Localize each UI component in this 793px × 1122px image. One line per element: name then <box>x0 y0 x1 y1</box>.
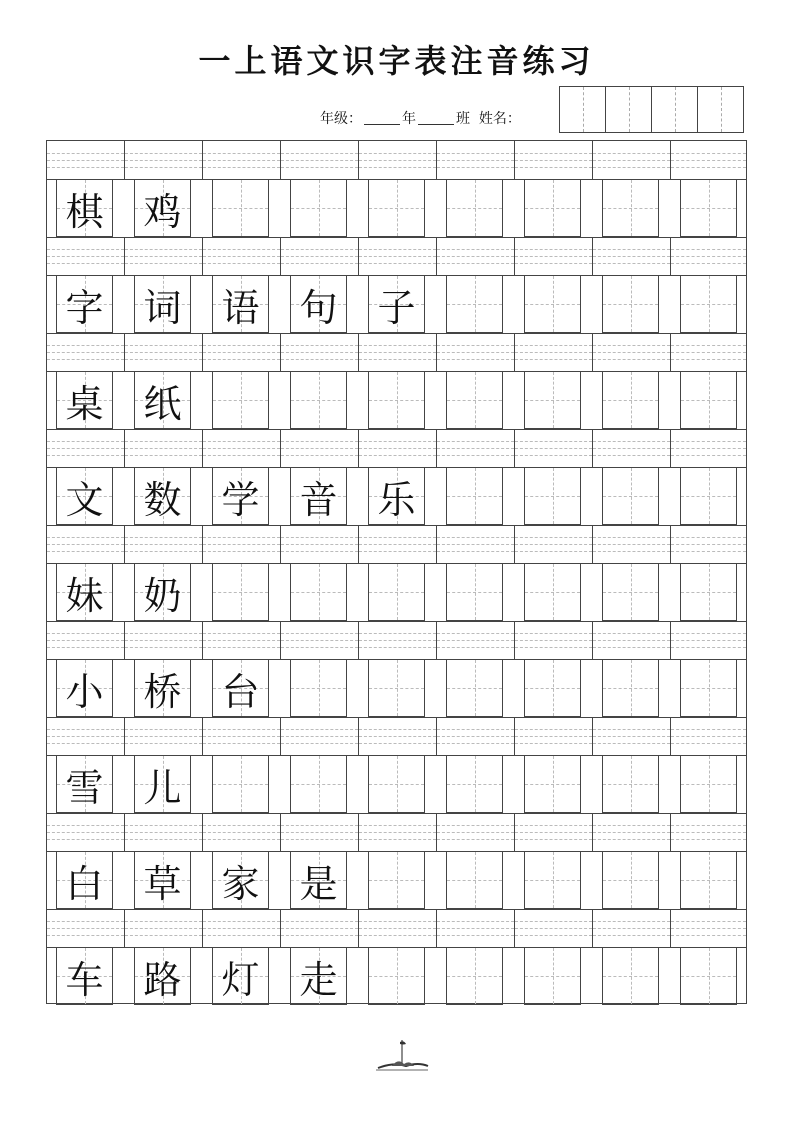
character-cell[interactable] <box>602 851 659 909</box>
character-cell[interactable] <box>134 755 191 813</box>
character-cell[interactable] <box>212 371 269 429</box>
character-text: 学 <box>221 477 260 522</box>
character-cell[interactable] <box>368 179 425 237</box>
pinyin-cell[interactable] <box>437 909 515 947</box>
character-row <box>47 659 746 717</box>
character-cell[interactable] <box>368 851 425 909</box>
pinyin-cell[interactable] <box>671 909 746 947</box>
character-row <box>47 755 746 813</box>
character-cell[interactable] <box>290 755 347 813</box>
character-cell[interactable] <box>212 659 269 717</box>
character-text: 儿 <box>143 765 182 810</box>
name-label: 姓名： <box>478 111 521 127</box>
pinyin-cell[interactable] <box>437 525 515 563</box>
character-cell[interactable] <box>680 947 737 1005</box>
pinyin-cell[interactable] <box>515 525 593 563</box>
character-cell[interactable] <box>368 755 425 813</box>
character-cell[interactable] <box>290 947 347 1005</box>
pinyin-cell[interactable] <box>47 525 125 563</box>
character-cell[interactable] <box>56 275 113 333</box>
pinyin-cell[interactable] <box>515 813 593 851</box>
name-box[interactable] <box>560 87 605 132</box>
pinyin-cell[interactable] <box>47 237 125 275</box>
pinyin-cell[interactable] <box>671 237 746 275</box>
pinyin-cell[interactable] <box>359 813 437 851</box>
character-cell[interactable] <box>524 755 581 813</box>
pinyin-cell[interactable] <box>593 429 671 467</box>
pinyin-cell[interactable] <box>593 621 671 659</box>
pinyin-cell[interactable] <box>437 813 515 851</box>
character-cell[interactable] <box>680 851 737 909</box>
character-cell[interactable] <box>290 563 347 621</box>
pinyin-cell[interactable] <box>359 525 437 563</box>
character-cell[interactable] <box>680 467 737 525</box>
character-cell[interactable] <box>602 659 659 717</box>
character-cell[interactable] <box>680 275 737 333</box>
pinyin-cell[interactable] <box>515 717 593 755</box>
pinyin-cell[interactable] <box>437 237 515 275</box>
character-cell[interactable] <box>368 371 425 429</box>
character-text: 桌 <box>65 381 104 426</box>
pinyin-cell[interactable] <box>203 909 281 947</box>
pinyin-row <box>47 813 746 851</box>
pinyin-cell[interactable] <box>671 525 746 563</box>
character-text: 语 <box>221 285 260 330</box>
name-input-boxes[interactable] <box>559 86 744 133</box>
character-cell[interactable] <box>524 947 581 1005</box>
character-cell[interactable] <box>134 947 191 1005</box>
pinyin-cell[interactable] <box>281 621 359 659</box>
pinyin-cell[interactable] <box>203 813 281 851</box>
character-text: 词 <box>143 285 182 330</box>
character-cell[interactable] <box>602 755 659 813</box>
grade-blank[interactable] <box>364 110 400 125</box>
character-cell[interactable] <box>446 179 503 237</box>
character-text: 句 <box>299 285 338 330</box>
character-cell[interactable] <box>290 851 347 909</box>
character-cell[interactable] <box>524 851 581 909</box>
pinyin-cell[interactable] <box>515 141 593 179</box>
pinyin-cell[interactable] <box>671 813 746 851</box>
character-cell[interactable] <box>602 179 659 237</box>
pinyin-cell[interactable] <box>515 333 593 371</box>
pinyin-cell[interactable] <box>593 237 671 275</box>
character-cell[interactable] <box>56 755 113 813</box>
pinyin-cell[interactable] <box>281 813 359 851</box>
pinyin-row <box>47 237 746 275</box>
character-row <box>47 851 746 909</box>
pinyin-cell[interactable] <box>203 429 281 467</box>
page-title: 一上语文识字表注音练习 <box>198 42 595 80</box>
character-cell[interactable] <box>524 179 581 237</box>
pinyin-cell[interactable] <box>47 813 125 851</box>
pinyin-cell[interactable] <box>203 717 281 755</box>
character-text: 家 <box>221 861 260 906</box>
pinyin-cell[interactable] <box>203 525 281 563</box>
pinyin-cell[interactable] <box>203 333 281 371</box>
row-divider <box>47 717 746 718</box>
character-cell[interactable] <box>602 275 659 333</box>
character-cell[interactable] <box>446 659 503 717</box>
character-text: 草 <box>143 861 182 906</box>
pinyin-cell[interactable] <box>125 237 203 275</box>
pinyin-cell[interactable] <box>359 621 437 659</box>
character-cell[interactable] <box>290 179 347 237</box>
character-cell[interactable] <box>290 371 347 429</box>
pinyin-cell[interactable] <box>125 333 203 371</box>
grade-label: 年级： <box>320 111 362 127</box>
pinyin-cell[interactable] <box>47 141 125 179</box>
pinyin-cell[interactable] <box>671 333 746 371</box>
row-divider <box>47 237 746 238</box>
pinyin-cell[interactable] <box>125 429 203 467</box>
year-label: 年 <box>402 111 416 127</box>
name-box[interactable] <box>651 87 697 132</box>
character-text: 鸡 <box>143 189 182 234</box>
character-cell[interactable] <box>212 467 269 525</box>
pinyin-cell[interactable] <box>125 525 203 563</box>
pinyin-row <box>47 717 746 755</box>
pinyin-cell[interactable] <box>281 525 359 563</box>
pinyin-cell[interactable] <box>437 333 515 371</box>
pinyin-cell[interactable] <box>125 813 203 851</box>
character-text: 字 <box>65 285 104 330</box>
pinyin-cell[interactable] <box>671 717 746 755</box>
character-text: 奶 <box>143 573 182 618</box>
pinyin-cell[interactable] <box>437 429 515 467</box>
pinyin-cell[interactable] <box>515 909 593 947</box>
pinyin-cell[interactable] <box>281 429 359 467</box>
character-cell[interactable] <box>602 563 659 621</box>
character-cell[interactable] <box>56 467 113 525</box>
pinyin-cell[interactable] <box>203 141 281 179</box>
pinyin-cell[interactable] <box>281 717 359 755</box>
pinyin-cell[interactable] <box>47 909 125 947</box>
character-cell[interactable] <box>56 371 113 429</box>
pinyin-cell[interactable] <box>437 717 515 755</box>
row-divider <box>47 525 746 526</box>
character-text: 路 <box>143 957 182 1002</box>
pinyin-row <box>47 909 746 947</box>
pinyin-cell[interactable] <box>593 813 671 851</box>
pinyin-cell[interactable] <box>359 141 437 179</box>
character-text: 小 <box>65 669 104 714</box>
pinyin-cell[interactable] <box>203 621 281 659</box>
pinyin-cell[interactable] <box>515 621 593 659</box>
character-text: 灯 <box>221 957 260 1002</box>
character-cell[interactable] <box>290 275 347 333</box>
character-cell[interactable] <box>524 467 581 525</box>
character-cell[interactable] <box>134 467 191 525</box>
row-divider <box>47 909 746 910</box>
pinyin-cell[interactable] <box>125 621 203 659</box>
pinyin-cell[interactable] <box>515 237 593 275</box>
pinyin-cell[interactable] <box>125 141 203 179</box>
character-cell[interactable] <box>212 563 269 621</box>
character-cell[interactable] <box>56 851 113 909</box>
character-cell[interactable] <box>446 467 503 525</box>
character-cell[interactable] <box>56 947 113 1005</box>
character-text: 纸 <box>143 381 182 426</box>
pinyin-cell[interactable] <box>203 237 281 275</box>
character-text: 走 <box>299 957 338 1002</box>
character-row <box>47 179 746 237</box>
character-text: 棋 <box>65 189 104 234</box>
character-cell[interactable] <box>212 851 269 909</box>
character-cell[interactable] <box>290 659 347 717</box>
character-cell[interactable] <box>56 563 113 621</box>
row-divider <box>47 621 746 622</box>
pinyin-cell[interactable] <box>437 141 515 179</box>
pinyin-cell[interactable] <box>359 429 437 467</box>
character-cell[interactable] <box>602 467 659 525</box>
pinyin-cell[interactable] <box>593 909 671 947</box>
character-text: 桥 <box>143 669 182 714</box>
character-cell[interactable] <box>680 659 737 717</box>
character-cell[interactable] <box>368 563 425 621</box>
character-cell[interactable] <box>368 947 425 1005</box>
character-cell[interactable] <box>446 947 503 1005</box>
character-cell[interactable] <box>290 467 347 525</box>
character-text: 文 <box>65 477 104 522</box>
character-cell[interactable] <box>368 659 425 717</box>
character-cell[interactable] <box>212 947 269 1005</box>
character-text: 子 <box>377 285 416 330</box>
pinyin-cell[interactable] <box>593 333 671 371</box>
character-cell[interactable] <box>446 275 503 333</box>
student-info <box>320 108 521 128</box>
character-text: 台 <box>221 669 260 714</box>
character-cell[interactable] <box>680 563 737 621</box>
pinyin-cell[interactable] <box>359 909 437 947</box>
character-cell[interactable] <box>524 275 581 333</box>
character-text: 是 <box>299 861 338 906</box>
pinyin-cell[interactable] <box>671 621 746 659</box>
character-cell[interactable] <box>680 755 737 813</box>
pinyin-cell[interactable] <box>125 717 203 755</box>
character-cell[interactable] <box>524 371 581 429</box>
character-row <box>47 947 746 1005</box>
character-cell[interactable] <box>134 659 191 717</box>
character-text: 音 <box>299 477 338 522</box>
practice-grid <box>46 140 747 1004</box>
pinyin-row <box>47 525 746 563</box>
pinyin-cell[interactable] <box>437 621 515 659</box>
character-cell[interactable] <box>134 851 191 909</box>
pinyin-cell[interactable] <box>47 621 125 659</box>
pinyin-row <box>47 333 746 371</box>
row-divider <box>47 333 746 334</box>
character-cell[interactable] <box>602 947 659 1005</box>
character-cell[interactable] <box>524 659 581 717</box>
character-cell[interactable] <box>446 755 503 813</box>
pinyin-cell[interactable] <box>515 429 593 467</box>
character-cell[interactable] <box>56 179 113 237</box>
character-cell[interactable] <box>56 659 113 717</box>
pinyin-row <box>47 621 746 659</box>
class-label: 班 <box>456 111 470 127</box>
pinyin-cell[interactable] <box>359 717 437 755</box>
character-text: 雪 <box>65 765 104 810</box>
pinyin-cell[interactable] <box>671 141 746 179</box>
pinyin-cell[interactable] <box>125 909 203 947</box>
character-cell[interactable] <box>212 179 269 237</box>
character-cell[interactable] <box>602 371 659 429</box>
pinyin-cell[interactable] <box>281 237 359 275</box>
character-cell[interactable] <box>446 851 503 909</box>
character-row <box>47 467 746 525</box>
pinyin-cell[interactable] <box>671 429 746 467</box>
character-cell[interactable] <box>212 275 269 333</box>
character-cell[interactable] <box>368 467 425 525</box>
name-box[interactable] <box>697 87 743 132</box>
name-box[interactable] <box>605 87 651 132</box>
pinyin-cell[interactable] <box>47 429 125 467</box>
pinyin-cell[interactable] <box>281 333 359 371</box>
character-cell[interactable] <box>680 371 737 429</box>
character-cell[interactable] <box>134 371 191 429</box>
character-row <box>47 275 746 333</box>
character-cell[interactable] <box>446 371 503 429</box>
pinyin-row <box>47 141 746 179</box>
class-blank[interactable] <box>418 110 454 125</box>
character-text: 白 <box>65 861 104 906</box>
character-row <box>47 371 746 429</box>
pinyin-cell[interactable] <box>593 525 671 563</box>
row-divider <box>47 813 746 814</box>
pinyin-row <box>47 429 746 467</box>
pinyin-cell[interactable] <box>359 333 437 371</box>
seal-logo-icon <box>374 1036 430 1076</box>
character-cell[interactable] <box>680 179 737 237</box>
pinyin-cell[interactable] <box>593 141 671 179</box>
row-divider <box>47 429 746 430</box>
pinyin-cell[interactable] <box>281 141 359 179</box>
character-text: 车 <box>65 957 104 1002</box>
character-row <box>47 563 746 621</box>
pinyin-cell[interactable] <box>47 333 125 371</box>
character-cell[interactable] <box>212 755 269 813</box>
character-cell[interactable] <box>134 275 191 333</box>
pinyin-cell[interactable] <box>47 717 125 755</box>
character-cell[interactable] <box>524 563 581 621</box>
pinyin-cell[interactable] <box>593 717 671 755</box>
character-cell[interactable] <box>134 179 191 237</box>
character-cell[interactable] <box>446 563 503 621</box>
character-text: 数 <box>143 477 182 522</box>
character-cell[interactable] <box>134 563 191 621</box>
pinyin-cell[interactable] <box>281 909 359 947</box>
pinyin-cell[interactable] <box>359 237 437 275</box>
character-text: 妹 <box>65 573 104 618</box>
character-cell[interactable] <box>368 275 425 333</box>
character-text: 乐 <box>377 477 416 522</box>
